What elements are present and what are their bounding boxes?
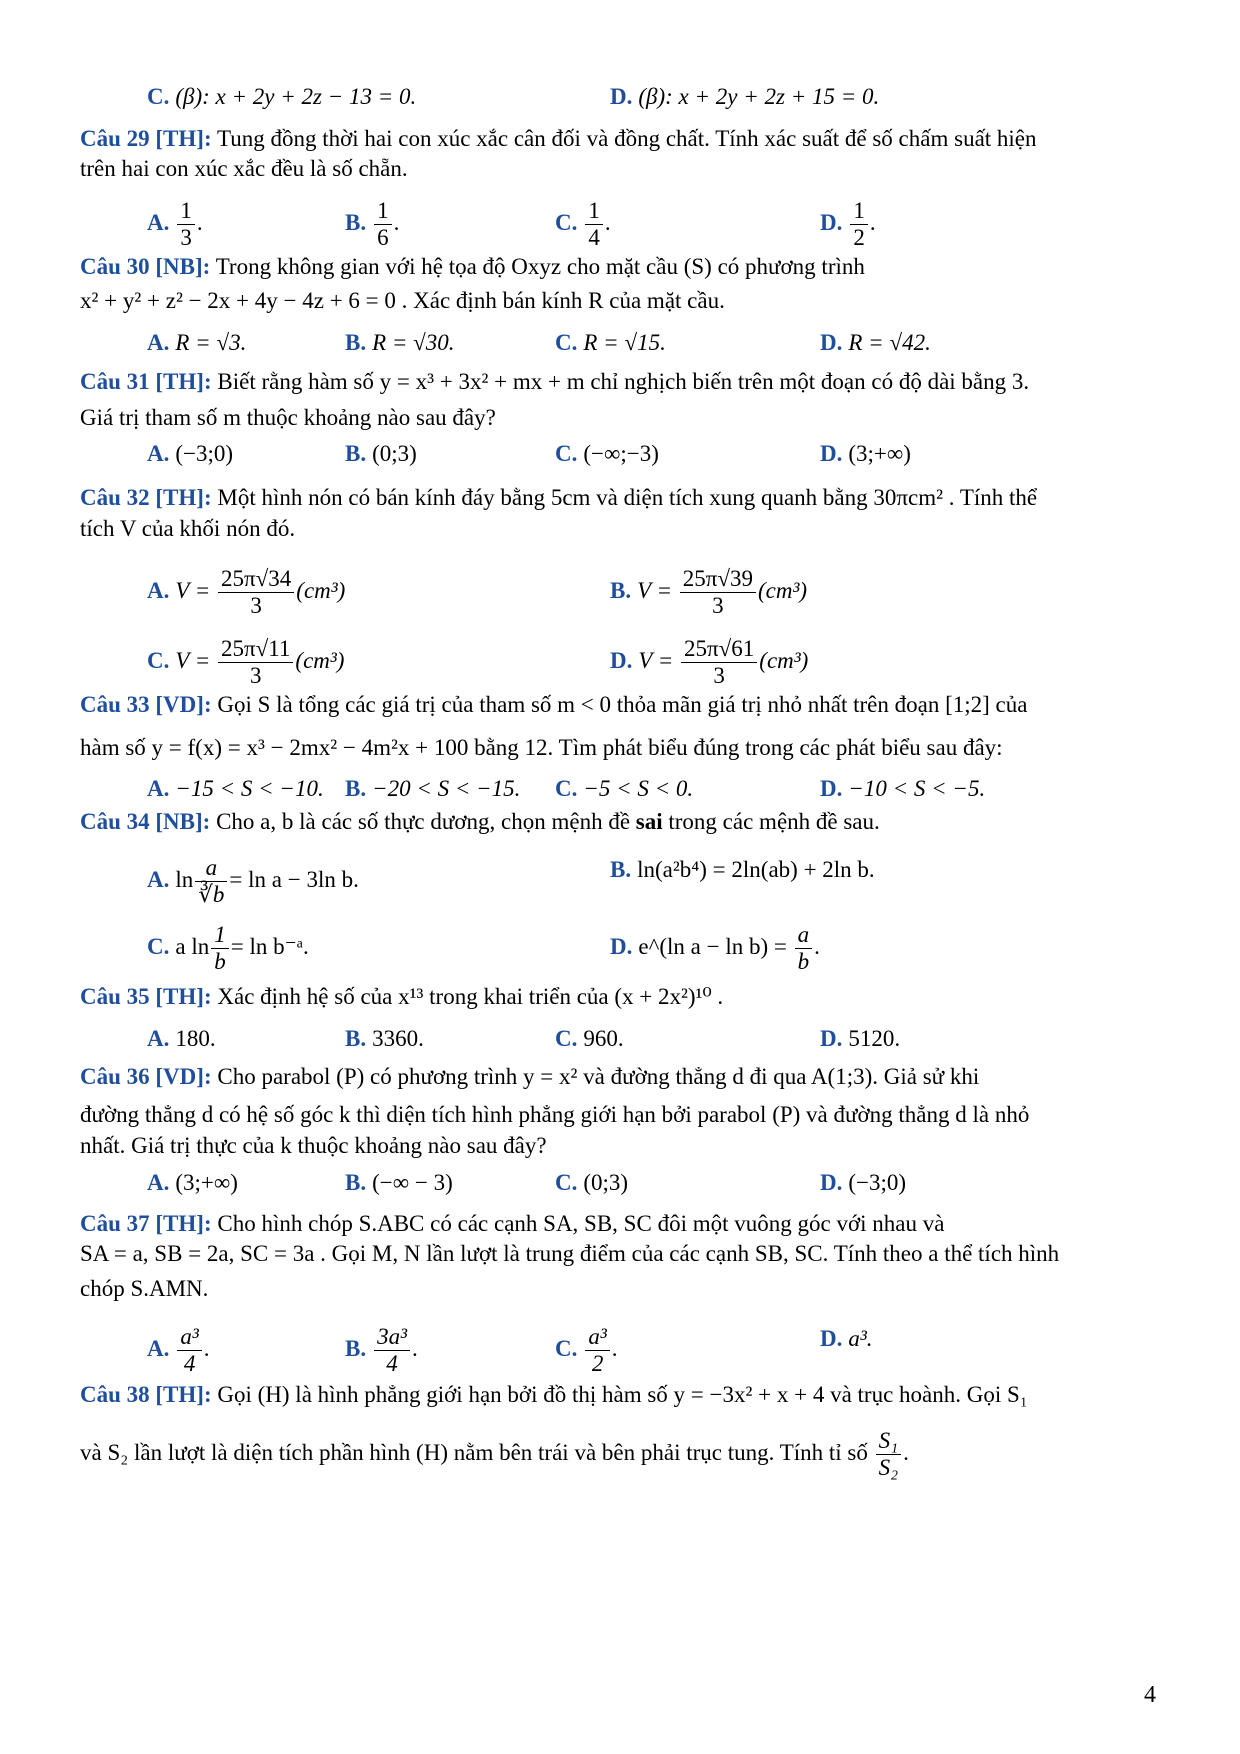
q29-option-b: B. $\frac{1}{6}$ . bbox=[345, 198, 400, 250]
q34-option-d: D. e^(ln a − ln b) = $\frac{a}{b}$ . bbox=[610, 922, 820, 974]
q30-option-b: B. R = √30. bbox=[345, 330, 455, 355]
q29-text-line1: Câu 29 [TH]: Tung đồng thời hai con xúc xắc cân đối và đồng chất. Tính xác suất để số chấm suất hiện bbox=[80, 126, 1037, 151]
q35-option-c: C. 960. bbox=[555, 1026, 624, 1051]
q31-option-c: C. (−∞;−3) bbox=[555, 441, 659, 466]
q33-text-line1: Câu 33 [VD]: Gọi S là tổng các giá trị của tham số m < 0 thỏa mãn giá trị nhỏ nhất trên đoạn [1;2] của bbox=[80, 692, 1028, 717]
q32-option-b: B. V = $\frac{25\pi√39}{3}$ (cm³) bbox=[610, 566, 808, 618]
q30-option-c: C. R = √15. bbox=[555, 330, 666, 355]
q31-option-b: B. (0;3) bbox=[345, 441, 417, 466]
q35-option-d: D. 5120. bbox=[820, 1026, 901, 1051]
q31-option-a: A. (−3;0) bbox=[147, 441, 234, 466]
q37-option-d: D. a³. bbox=[820, 1326, 873, 1351]
q30-option-a: A. R = √3. bbox=[147, 330, 247, 355]
q28-option-d: D. (β): x + 2y + 2z + 15 = 0. bbox=[610, 84, 880, 109]
q34-option-c: C. a ln $\frac{1}{b}$ = ln b⁻ᵃ. bbox=[147, 922, 309, 974]
q36-option-b: B. (−∞ − 3) bbox=[345, 1170, 453, 1195]
q36-option-c: C. (0;3) bbox=[555, 1170, 629, 1195]
q32-option-c: C. V = $\frac{25\pi√11}{3}$ (cm³) bbox=[147, 636, 345, 688]
q37-option-a: A. $\frac{\text{a³}}{4}$ . bbox=[147, 1324, 210, 1376]
q33-option-b: B. −20 < S < −15. bbox=[345, 776, 521, 801]
q37-text-line2: SA = a, SB = 2a, SC = 3a . Gọi M, N lần lượt là trung điểm của các cạnh SB, SC. Tính theo a thể tích hình bbox=[80, 1241, 1060, 1266]
q35-option-a: A. 180. bbox=[147, 1026, 216, 1051]
q36-option-d: D. (−3;0) bbox=[820, 1170, 907, 1195]
q31-text-line2: Giá trị tham số m thuộc khoảng nào sau đây? bbox=[80, 405, 496, 430]
q35-text: Câu 35 [TH]: Xác định hệ số của x¹³ trong khai triển của (x + 2x²)¹⁰ . bbox=[80, 984, 724, 1009]
q33-text-line2: hàm số y = f(x) = x³ − 2mx² − 4m²x + 100 bằng 12. Tìm phát biểu đúng trong các phát biểu sau đây: bbox=[80, 735, 1003, 760]
q32-text-line1: Câu 32 [TH]: Một hình nón có bán kính đáy bằng 5cm và diện tích xung quanh bằng 30πcm² . Tính thể bbox=[80, 485, 1038, 510]
q36-text-line1: Câu 36 [VD]: Cho parabol (P) có phương trình y = x² và đường thẳng d đi qua A(1;3). Giả sử khi bbox=[80, 1064, 980, 1089]
page-number: 4 bbox=[1144, 1682, 1156, 1708]
q34-option-b: B. ln(a²b⁴) = 2ln(ab) + 2ln b. bbox=[610, 857, 875, 882]
q38-text-line2: và S₂ lần lượt là diện tích phần hình (H) nằm bên trái và bên phải trục tung. Tính tỉ số $\frac{\text{S₁}}{\text{S₂}}$ . bbox=[80, 1428, 909, 1480]
q30-option-d: D. R = √42. bbox=[820, 330, 931, 355]
q30-text-line1: Câu 30 [NB]: Trong không gian với hệ tọa độ Oxyz cho mặt cầu (S) có phương trình bbox=[80, 254, 865, 279]
q37-option-c: C. $\frac{\text{a³}}{2}$ . bbox=[555, 1324, 618, 1376]
q36-option-a: A. (3;+∞) bbox=[147, 1170, 238, 1195]
q33-option-c: C. −5 < S < 0. bbox=[555, 776, 694, 801]
q35-option-b: B. 3360. bbox=[345, 1026, 424, 1051]
q36-text-line3: nhất. Giá trị thực của k thuộc khoảng nào sau đây? bbox=[80, 1133, 547, 1158]
q32-option-d: D. V = $\frac{25\pi√61}{3}$ (cm³) bbox=[610, 636, 809, 688]
q28-option-c: C. (β): x + 2y + 2z − 13 = 0. bbox=[147, 84, 417, 109]
q29-text-line2: trên hai con xúc xắc đều là số chẵn. bbox=[80, 156, 408, 181]
q37-option-b: B. $\frac{\text{3a³}}{4}$ . bbox=[345, 1324, 418, 1376]
q34-text: Câu 34 [NB]: Cho a, b là các số thực dương, chọn mệnh đề sai trong các mệnh đề sau. bbox=[80, 809, 880, 834]
q36-text-line2: đường thẳng d có hệ số góc k thì diện tích hình phẳng giới hạn bởi parabol (P) và đường thẳng d là nhỏ bbox=[80, 1102, 1030, 1127]
q31-option-d: D. (3;+∞) bbox=[820, 441, 911, 466]
q33-option-d: D. −10 < S < −5. bbox=[820, 776, 986, 801]
q29-option-a: A. $\frac{1}{3}$ . bbox=[147, 198, 203, 250]
q31-text-line1: Câu 31 [TH]: Biết rằng hàm số y = x³ + 3x² + mx + m chỉ nghịch biến trên một đoạn có độ dài bằng 3. bbox=[80, 369, 1030, 394]
q30-text-line2: x² + y² + z² − 2x + 4y − 4z + 6 = 0 . Xác định bán kính R của mặt cầu. bbox=[80, 288, 725, 313]
q37-text-line1: Câu 37 [TH]: Cho hình chóp S.ABC có các cạnh SA, SB, SC đôi một vuông góc với nhau và bbox=[80, 1211, 945, 1236]
q32-option-a: A. V = $\frac{25\pi√34}{3}$ (cm³) bbox=[147, 566, 346, 618]
q29-option-c: C. $\frac{1}{4}$ . bbox=[555, 198, 611, 250]
q37-text-line3: chóp S.AMN. bbox=[80, 1276, 209, 1301]
q34-option-a: A. ln $\frac{a}{∛b}$ = ln a − 3ln b. bbox=[147, 855, 359, 907]
q33-option-a: A. −15 < S < −10. bbox=[147, 776, 324, 801]
q38-text-line1: Câu 38 [TH]: Gọi (H) là hình phẳng giới hạn bởi đồ thị hàm số y = −3x² + x + 4 và trục hoành. Gọi S₁ bbox=[80, 1382, 1028, 1407]
q32-text-line2: tích V của khối nón đó. bbox=[80, 516, 296, 541]
q29-option-d: D. $\frac{1}{2}$ . bbox=[820, 198, 876, 250]
